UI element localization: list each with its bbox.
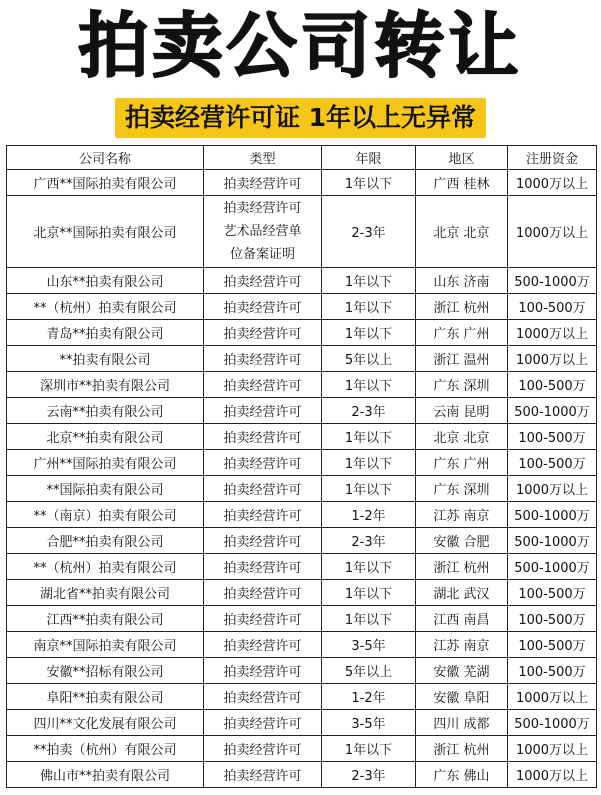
years-cell: 1年以下 bbox=[322, 170, 416, 196]
subtitle-container bbox=[0, 98, 601, 138]
table-row bbox=[7, 710, 597, 736]
years-cell: 1年以下 bbox=[322, 580, 416, 606]
type-cell: 拍卖经营许可 bbox=[204, 606, 322, 632]
company-name-cell: 合肥**拍卖有限公司 bbox=[7, 528, 204, 554]
type-cell: 拍卖经营许可 bbox=[204, 554, 322, 580]
company-name-cell: 佛山市**拍卖有限公司 bbox=[7, 762, 204, 788]
years-cell: 5年以上 bbox=[322, 346, 416, 372]
capital-cell: 100-500万 bbox=[508, 294, 597, 320]
header-registered-capital: 注册资金 bbox=[508, 146, 597, 170]
capital-cell: 500-1000万 bbox=[508, 710, 597, 736]
type-cell: 拍卖经营许可 bbox=[204, 736, 322, 762]
company-name-cell: 湖北省**拍卖有限公司 bbox=[7, 580, 204, 606]
years-cell: 1-2年 bbox=[322, 684, 416, 710]
company-name-cell: 南京**国际拍卖有限公司 bbox=[7, 632, 204, 658]
region-cell: 广东 广州 bbox=[416, 320, 508, 346]
region-cell: 江苏 南京 bbox=[416, 632, 508, 658]
table-row bbox=[7, 762, 597, 788]
region-cell: 浙江 杭州 bbox=[416, 294, 508, 320]
type-cell-line: 位备案证明 bbox=[229, 247, 295, 262]
type-cell: 拍卖经营许可 bbox=[204, 710, 322, 736]
capital-cell: 100-500万 bbox=[508, 450, 597, 476]
table-row bbox=[7, 170, 597, 196]
capital-cell: 1000万以上 bbox=[508, 762, 597, 788]
table-body bbox=[7, 170, 597, 788]
type-cell-line: 艺术品经营单 bbox=[223, 224, 302, 239]
table-row bbox=[7, 268, 597, 294]
table-row bbox=[7, 450, 597, 476]
table-row bbox=[7, 606, 597, 632]
capital-cell: 100-500万 bbox=[508, 372, 597, 398]
years-cell: 1年以下 bbox=[322, 736, 416, 762]
type-cell: 拍卖经营许可 bbox=[204, 346, 322, 372]
company-name-cell: **（杭州）拍卖有限公司 bbox=[7, 294, 204, 320]
company-name-cell: **拍卖有限公司 bbox=[7, 346, 204, 372]
company-name-cell: **拍卖（杭州）有限公司 bbox=[7, 736, 204, 762]
region-cell: 云南 昆明 bbox=[416, 398, 508, 424]
years-cell: 1年以下 bbox=[322, 320, 416, 346]
company-table bbox=[6, 145, 597, 788]
region-cell: 浙江 杭州 bbox=[416, 554, 508, 580]
capital-cell: 1000万以上 bbox=[508, 684, 597, 710]
years-cell: 2-3年 bbox=[322, 528, 416, 554]
company-name-cell: 北京**国际拍卖有限公司 bbox=[7, 196, 204, 268]
type-cell: 拍卖经营许可 bbox=[204, 684, 322, 710]
page-title: 拍卖公司转让 bbox=[78, 5, 523, 87]
capital-cell: 500-1000万 bbox=[508, 398, 597, 424]
region-cell: 湖北 武汉 bbox=[416, 580, 508, 606]
table-row bbox=[7, 528, 597, 554]
capital-cell: 100-500万 bbox=[508, 424, 597, 450]
company-name-cell: 青岛**拍卖有限公司 bbox=[7, 320, 204, 346]
company-name-cell: 深圳市**拍卖有限公司 bbox=[7, 372, 204, 398]
type-cell: 拍卖经营许可 bbox=[204, 580, 322, 606]
capital-cell: 100-500万 bbox=[508, 580, 597, 606]
company-table-container bbox=[6, 145, 596, 788]
type-cell: 拍卖经营许可 bbox=[204, 424, 322, 450]
capital-cell: 100-500万 bbox=[508, 606, 597, 632]
years-cell: 1年以下 bbox=[322, 606, 416, 632]
region-cell: 北京 北京 bbox=[416, 424, 508, 450]
years-cell: 1年以下 bbox=[322, 372, 416, 398]
region-cell: 安徽 芜湖 bbox=[416, 658, 508, 684]
table-row bbox=[7, 736, 597, 762]
region-cell: 广东 深圳 bbox=[416, 476, 508, 502]
region-cell: 广东 佛山 bbox=[416, 762, 508, 788]
region-cell: 广东 深圳 bbox=[416, 372, 508, 398]
type-cell: 拍卖经营许可 bbox=[204, 762, 322, 788]
company-name-cell: 江西**拍卖有限公司 bbox=[7, 606, 204, 632]
table-row bbox=[7, 580, 597, 606]
type-cell: 拍卖经营许可 bbox=[204, 372, 322, 398]
type-cell: 拍卖经营许可 bbox=[204, 320, 322, 346]
years-cell: 3-5年 bbox=[322, 710, 416, 736]
table-row bbox=[7, 658, 597, 684]
subtitle-banner: 拍卖经营许可证 1年以上无异常 bbox=[115, 98, 486, 138]
region-cell: 江苏 南京 bbox=[416, 502, 508, 528]
capital-cell: 500-1000万 bbox=[508, 502, 597, 528]
capital-cell: 500-1000万 bbox=[508, 268, 597, 294]
table-row bbox=[7, 398, 597, 424]
table-row bbox=[7, 424, 597, 450]
table-row bbox=[7, 346, 597, 372]
company-name-cell: 阜阳**拍卖有限公司 bbox=[7, 684, 204, 710]
company-name-cell: 云南**拍卖有限公司 bbox=[7, 398, 204, 424]
region-cell: 安徽 阜阳 bbox=[416, 684, 508, 710]
region-cell: 广西 桂林 bbox=[416, 170, 508, 196]
company-name-cell: **（杭州）拍卖有限公司 bbox=[7, 554, 204, 580]
region-cell: 广东 广州 bbox=[416, 450, 508, 476]
company-name-cell: **国际拍卖有限公司 bbox=[7, 476, 204, 502]
company-name-cell: 山东**拍卖有限公司 bbox=[7, 268, 204, 294]
table-row bbox=[7, 196, 597, 268]
header-region: 地区 bbox=[416, 146, 508, 170]
type-cell: 拍卖经营许可 bbox=[204, 632, 322, 658]
years-cell: 3-5年 bbox=[322, 632, 416, 658]
type-cell: 拍卖经营许可 bbox=[204, 450, 322, 476]
table-row bbox=[7, 684, 597, 710]
type-cell: 拍卖经营许可 bbox=[204, 170, 322, 196]
table-row bbox=[7, 294, 597, 320]
years-cell: 1年以下 bbox=[322, 294, 416, 320]
table-header-row bbox=[7, 146, 597, 170]
type-cell: 拍卖经营许可 bbox=[204, 294, 322, 320]
capital-cell: 500-1000万 bbox=[508, 554, 597, 580]
table-row bbox=[7, 476, 597, 502]
type-cell: 拍卖经营许可 bbox=[204, 658, 322, 684]
region-cell: 安徽 合肥 bbox=[416, 528, 508, 554]
capital-cell: 1000万以上 bbox=[508, 170, 597, 196]
table-row bbox=[7, 320, 597, 346]
capital-cell: 1000万以上 bbox=[508, 476, 597, 502]
table-row bbox=[7, 502, 597, 528]
region-cell: 四川 成都 bbox=[416, 710, 508, 736]
years-cell: 5年以上 bbox=[322, 658, 416, 684]
years-cell: 1年以下 bbox=[322, 554, 416, 580]
years-cell: 1年以下 bbox=[322, 450, 416, 476]
years-cell: 1年以下 bbox=[322, 268, 416, 294]
type-cell bbox=[204, 196, 322, 268]
type-cell: 拍卖经营许可 bbox=[204, 476, 322, 502]
region-cell: 浙江 温州 bbox=[416, 346, 508, 372]
header-years: 年限 bbox=[322, 146, 416, 170]
region-cell: 江西 南昌 bbox=[416, 606, 508, 632]
table-row bbox=[7, 632, 597, 658]
table-row bbox=[7, 372, 597, 398]
years-cell: 2-3年 bbox=[322, 398, 416, 424]
capital-cell: 1000万以上 bbox=[508, 196, 597, 268]
header-company-name: 公司名称 bbox=[7, 146, 204, 170]
company-name-cell: 安徽**招标有限公司 bbox=[7, 658, 204, 684]
capital-cell: 1000万以上 bbox=[508, 320, 597, 346]
years-cell: 2-3年 bbox=[322, 196, 416, 268]
company-name-cell: **（南京）拍卖有限公司 bbox=[7, 502, 204, 528]
years-cell: 1-2年 bbox=[322, 502, 416, 528]
type-cell: 拍卖经营许可 bbox=[204, 398, 322, 424]
years-cell: 1年以下 bbox=[322, 424, 416, 450]
capital-cell: 100-500万 bbox=[508, 632, 597, 658]
company-name-cell: 广西**国际拍卖有限公司 bbox=[7, 170, 204, 196]
company-name-cell: 广州**国际拍卖有限公司 bbox=[7, 450, 204, 476]
type-cell: 拍卖经营许可 bbox=[204, 268, 322, 294]
region-cell: 山东 济南 bbox=[416, 268, 508, 294]
region-cell: 浙江 杭州 bbox=[416, 736, 508, 762]
type-cell-line: 拍卖经营许可 bbox=[223, 201, 302, 216]
company-name-cell: 四川**文化发展有限公司 bbox=[7, 710, 204, 736]
capital-cell: 100-500万 bbox=[508, 658, 597, 684]
region-cell: 北京 北京 bbox=[416, 196, 508, 268]
capital-cell: 1000万以上 bbox=[508, 736, 597, 762]
table-row bbox=[7, 554, 597, 580]
company-name-cell: 北京**拍卖有限公司 bbox=[7, 424, 204, 450]
type-cell: 拍卖经营许可 bbox=[204, 502, 322, 528]
capital-cell: 500-1000万 bbox=[508, 528, 597, 554]
capital-cell: 1000万以上 bbox=[508, 346, 597, 372]
header-type: 类型 bbox=[204, 146, 322, 170]
years-cell: 1年以下 bbox=[322, 476, 416, 502]
type-cell: 拍卖经营许可 bbox=[204, 528, 322, 554]
years-cell: 2-3年 bbox=[322, 762, 416, 788]
